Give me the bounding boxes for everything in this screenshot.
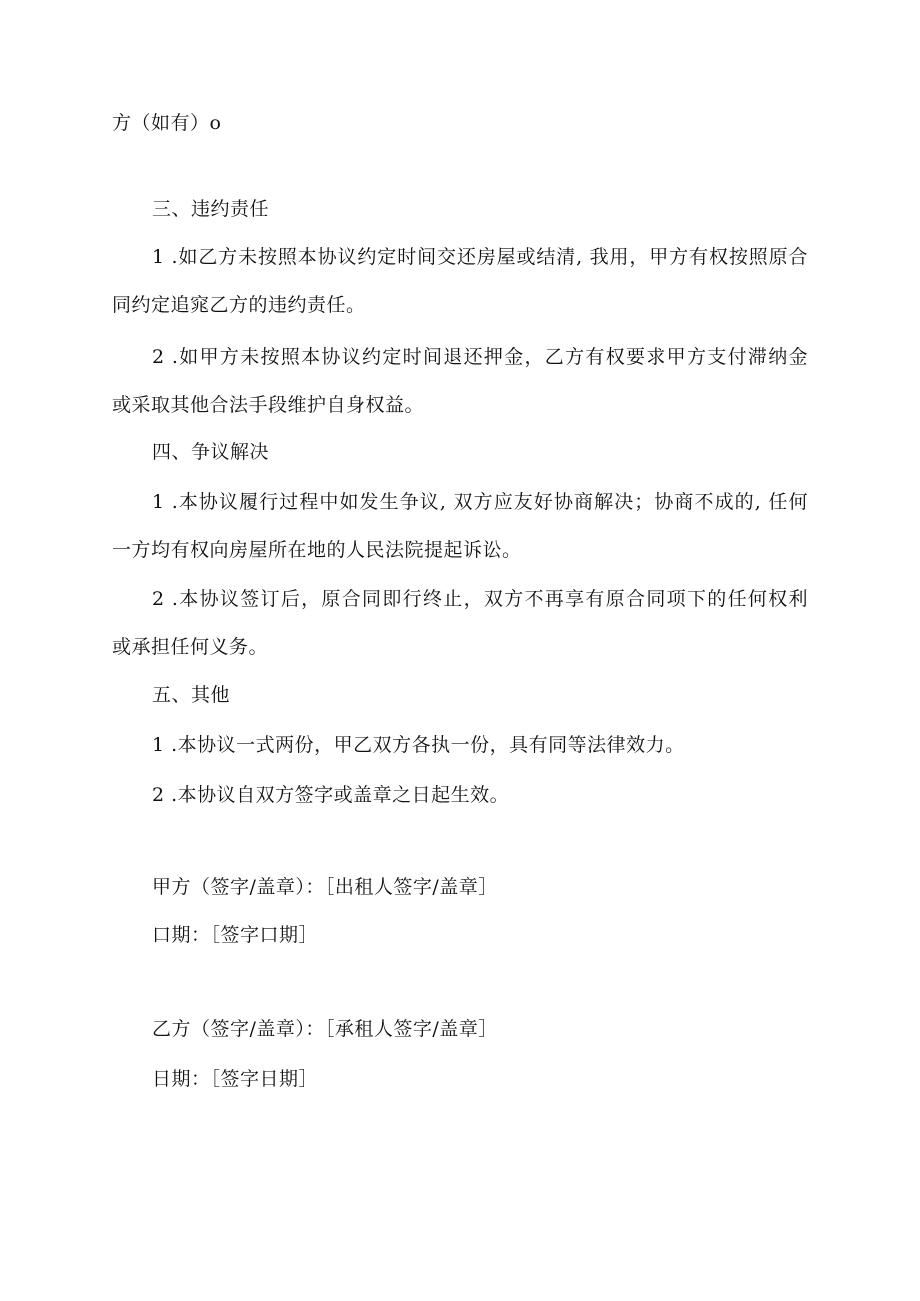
clause-3-2-line-2: 或采取其他合法手段维护自身权益。 [112, 394, 425, 416]
party-b-signature-line: 乙方（签字/盖章）：［承租人签字/盖章］ [152, 1018, 498, 1040]
party-b-date-line: 日期：［签字日期］ [152, 1068, 319, 1090]
party-a-date-line: 口期：［签字口期］ [152, 924, 319, 946]
clause-4-1-line-2: 一方均有权向房屋所在地的人民法院提起诉讼。 [112, 539, 522, 561]
section-heading-dispute: 四、争议解决 [152, 441, 270, 463]
section-heading-other: 五、其他 [152, 684, 231, 706]
party-a-signature-line: 甲方（签字/盖章）：［出租人签字/盖章］ [152, 876, 498, 898]
clause-4-2-line-2: 或承担任何义务。 [112, 636, 269, 658]
continuation-text: 方（如有）o [112, 112, 222, 134]
clause-4-1-line-1: 1 .本协议履行过程中如发生争议, 双方应友好协商解决；协商不成的, 任何 [152, 491, 808, 513]
clause-4-2-line-1: 2 .本协议签订后，原合同即行终止，双方不再享有原合同项下的任何权利 [152, 588, 808, 610]
section-heading-breach: 三、违约责任 [152, 198, 270, 220]
clause-3-2-line-1: 2 .如甲方未按照本协议约定时间退还押金，乙方有权要求甲方支付滞纳金 [152, 346, 808, 368]
clause-3-1-line-1: 1 .如乙方未按照本协议约定时间交还房屋或结清, 我用，甲方有权按照原合 [152, 246, 808, 268]
clause-3-1-line-2: 同约定追窕乙方的违约责任。 [112, 294, 366, 316]
clause-5-2: 2 .本协议自双方签字或盖章之日起生效。 [152, 784, 510, 806]
clause-5-1: 1 .本协议一式两份，甲乙双方各执一份，具有同等法律效力。 [152, 734, 685, 756]
